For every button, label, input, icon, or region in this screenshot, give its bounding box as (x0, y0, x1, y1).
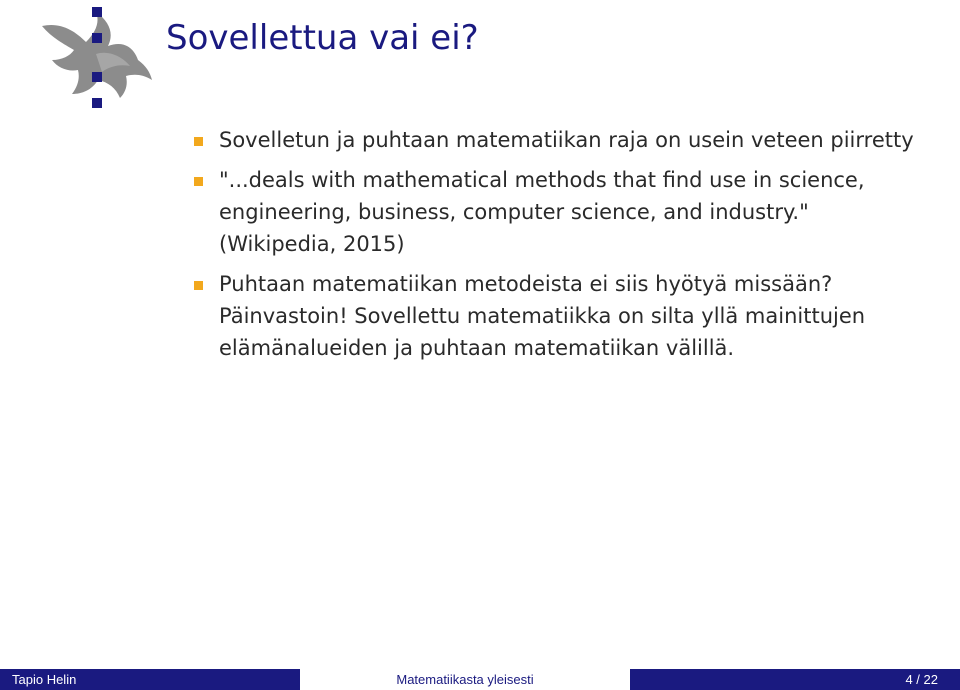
bullet-item (194, 268, 924, 364)
footer-talk-title: Matematiikasta yleisesti (300, 669, 630, 690)
bullet-square-icon (194, 177, 203, 186)
footer-bar (0, 669, 960, 690)
bullet-item (194, 164, 924, 260)
bullet-text: "...deals with mathematical methods that find use in science, engineering, business, computer science, and industry." (Wikipedia, 2015) (219, 168, 865, 256)
bullet-square-icon (194, 137, 203, 146)
bullet-text: Sovelletun ja puhtaan matematiikan raja on usein veteen piirretty (219, 128, 914, 152)
university-flame-logo-icon (38, 4, 158, 110)
bullet-list (194, 124, 924, 372)
bullet-text: Puhtaan matematiikan metodeista ei siis hyötyä missään? Päinvastoin! Sovellettu matematiikka on silta yllä mainittujen elämänalueiden ja puhtaan matematiikan välillä. (219, 272, 866, 360)
bullet-item (194, 124, 924, 156)
footer-author: Tapio Helin (0, 669, 300, 690)
footer-page-number: 4 / 22 (630, 669, 960, 690)
bullet-square-icon (194, 281, 203, 290)
slide-title: Sovellettua vai ei? (166, 18, 479, 58)
